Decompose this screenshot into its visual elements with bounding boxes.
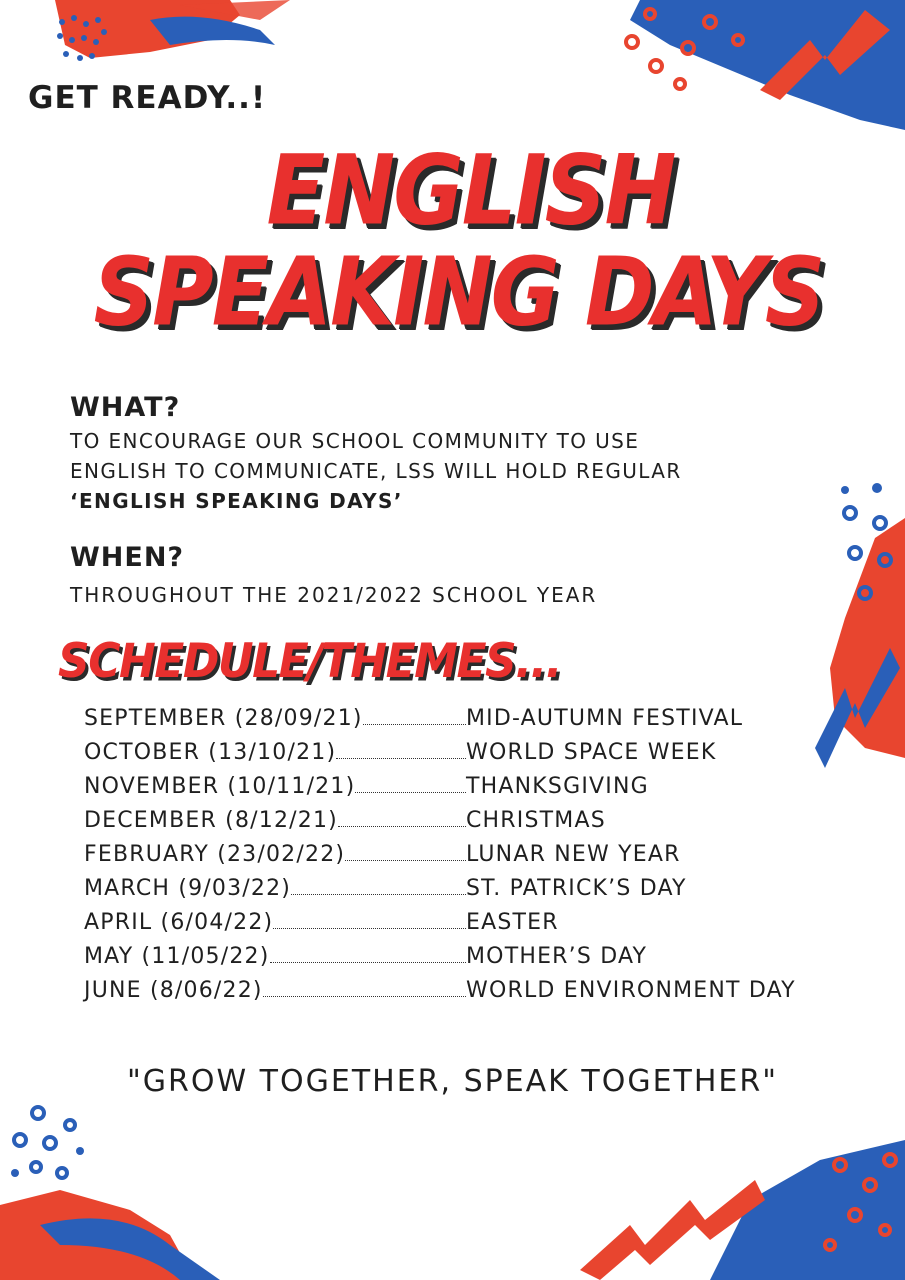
schedule-date: SEPTEMBER (28/09/21): [84, 706, 363, 731]
paint-splash-bottom-right: [570, 1140, 905, 1280]
paint-splash-bottom-left: [0, 1095, 230, 1280]
title-line-1: ENGLISH: [266, 135, 675, 247]
dotted-leader: [273, 927, 466, 929]
schedule-date: MARCH (9/03/22): [84, 876, 292, 901]
schedule-theme: EASTER: [466, 910, 559, 935]
schedule-date: MAY (11/05/22): [84, 944, 270, 969]
schedule-row: [84, 740, 864, 774]
when-description: THROUGHOUT THE 2021/2022 SCHOOL YEAR: [70, 583, 598, 607]
schedule-row: [84, 978, 864, 1012]
what-description: [70, 426, 790, 516]
what-line-2: ENGLISH TO COMMUNICATE, LSS WILL HOLD REGULAR: [70, 459, 682, 483]
dotted-leader: [291, 893, 466, 895]
schedule-date: OCTOBER (13/10/21): [84, 740, 337, 765]
schedule-theme: THANKSGIVING: [466, 774, 649, 799]
motto: "GROW TOGETHER, SPEAK TOGETHER": [126, 1064, 779, 1099]
schedule-date: FEBRUARY (23/02/22): [84, 842, 346, 867]
schedule-row: [84, 706, 864, 740]
get-ready-kicker: GET READY..!: [28, 80, 267, 116]
dotted-leader: [336, 757, 466, 759]
schedule-theme: CHRISTMAS: [466, 808, 606, 833]
schedule-row: [84, 944, 864, 978]
paint-splash-top-left: [0, 0, 300, 90]
schedule-row: [84, 808, 864, 842]
schedule-date: DECEMBER (8/12/21): [84, 808, 338, 833]
schedule-theme: WORLD ENVIRONMENT DAY: [466, 978, 796, 1003]
schedule-row: [84, 842, 864, 876]
when-heading: WHEN?: [70, 542, 185, 573]
schedule-date: NOVEMBER (10/11/21): [84, 774, 356, 799]
dotted-leader: [345, 859, 466, 861]
schedule-date: APRIL (6/04/22): [84, 910, 274, 935]
schedule-heading: SCHEDULE/THEMES...: [58, 633, 561, 690]
schedule-row: [84, 910, 864, 944]
what-heading: WHAT?: [70, 392, 181, 423]
dotted-leader: [270, 961, 466, 963]
dotted-leader: [263, 995, 466, 997]
what-line-1: TO ENCOURAGE OUR SCHOOL COMMUNITY TO USE: [70, 429, 640, 453]
schedule-row: [84, 876, 864, 910]
what-line-3: ‘ENGLISH SPEAKING DAYS’: [70, 489, 403, 513]
title-line-2: SPEAKING DAYS: [93, 237, 824, 347]
schedule-theme: WORLD SPACE WEEK: [466, 740, 717, 765]
schedule-list: [84, 706, 864, 1012]
schedule-theme: MOTHER’S DAY: [466, 944, 648, 969]
schedule-theme: MID-AUTUMN FESTIVAL: [466, 706, 744, 731]
schedule-theme: LUNAR NEW YEAR: [466, 842, 681, 867]
dotted-leader: [338, 825, 466, 827]
schedule-theme: ST. PATRICK’S DAY: [466, 876, 687, 901]
schedule-row: [84, 774, 864, 808]
dotted-leader: [355, 791, 466, 793]
dotted-leader: [363, 723, 466, 725]
schedule-date: JUNE (8/06/22): [84, 978, 263, 1003]
paint-splash-top-right: [610, 0, 905, 140]
